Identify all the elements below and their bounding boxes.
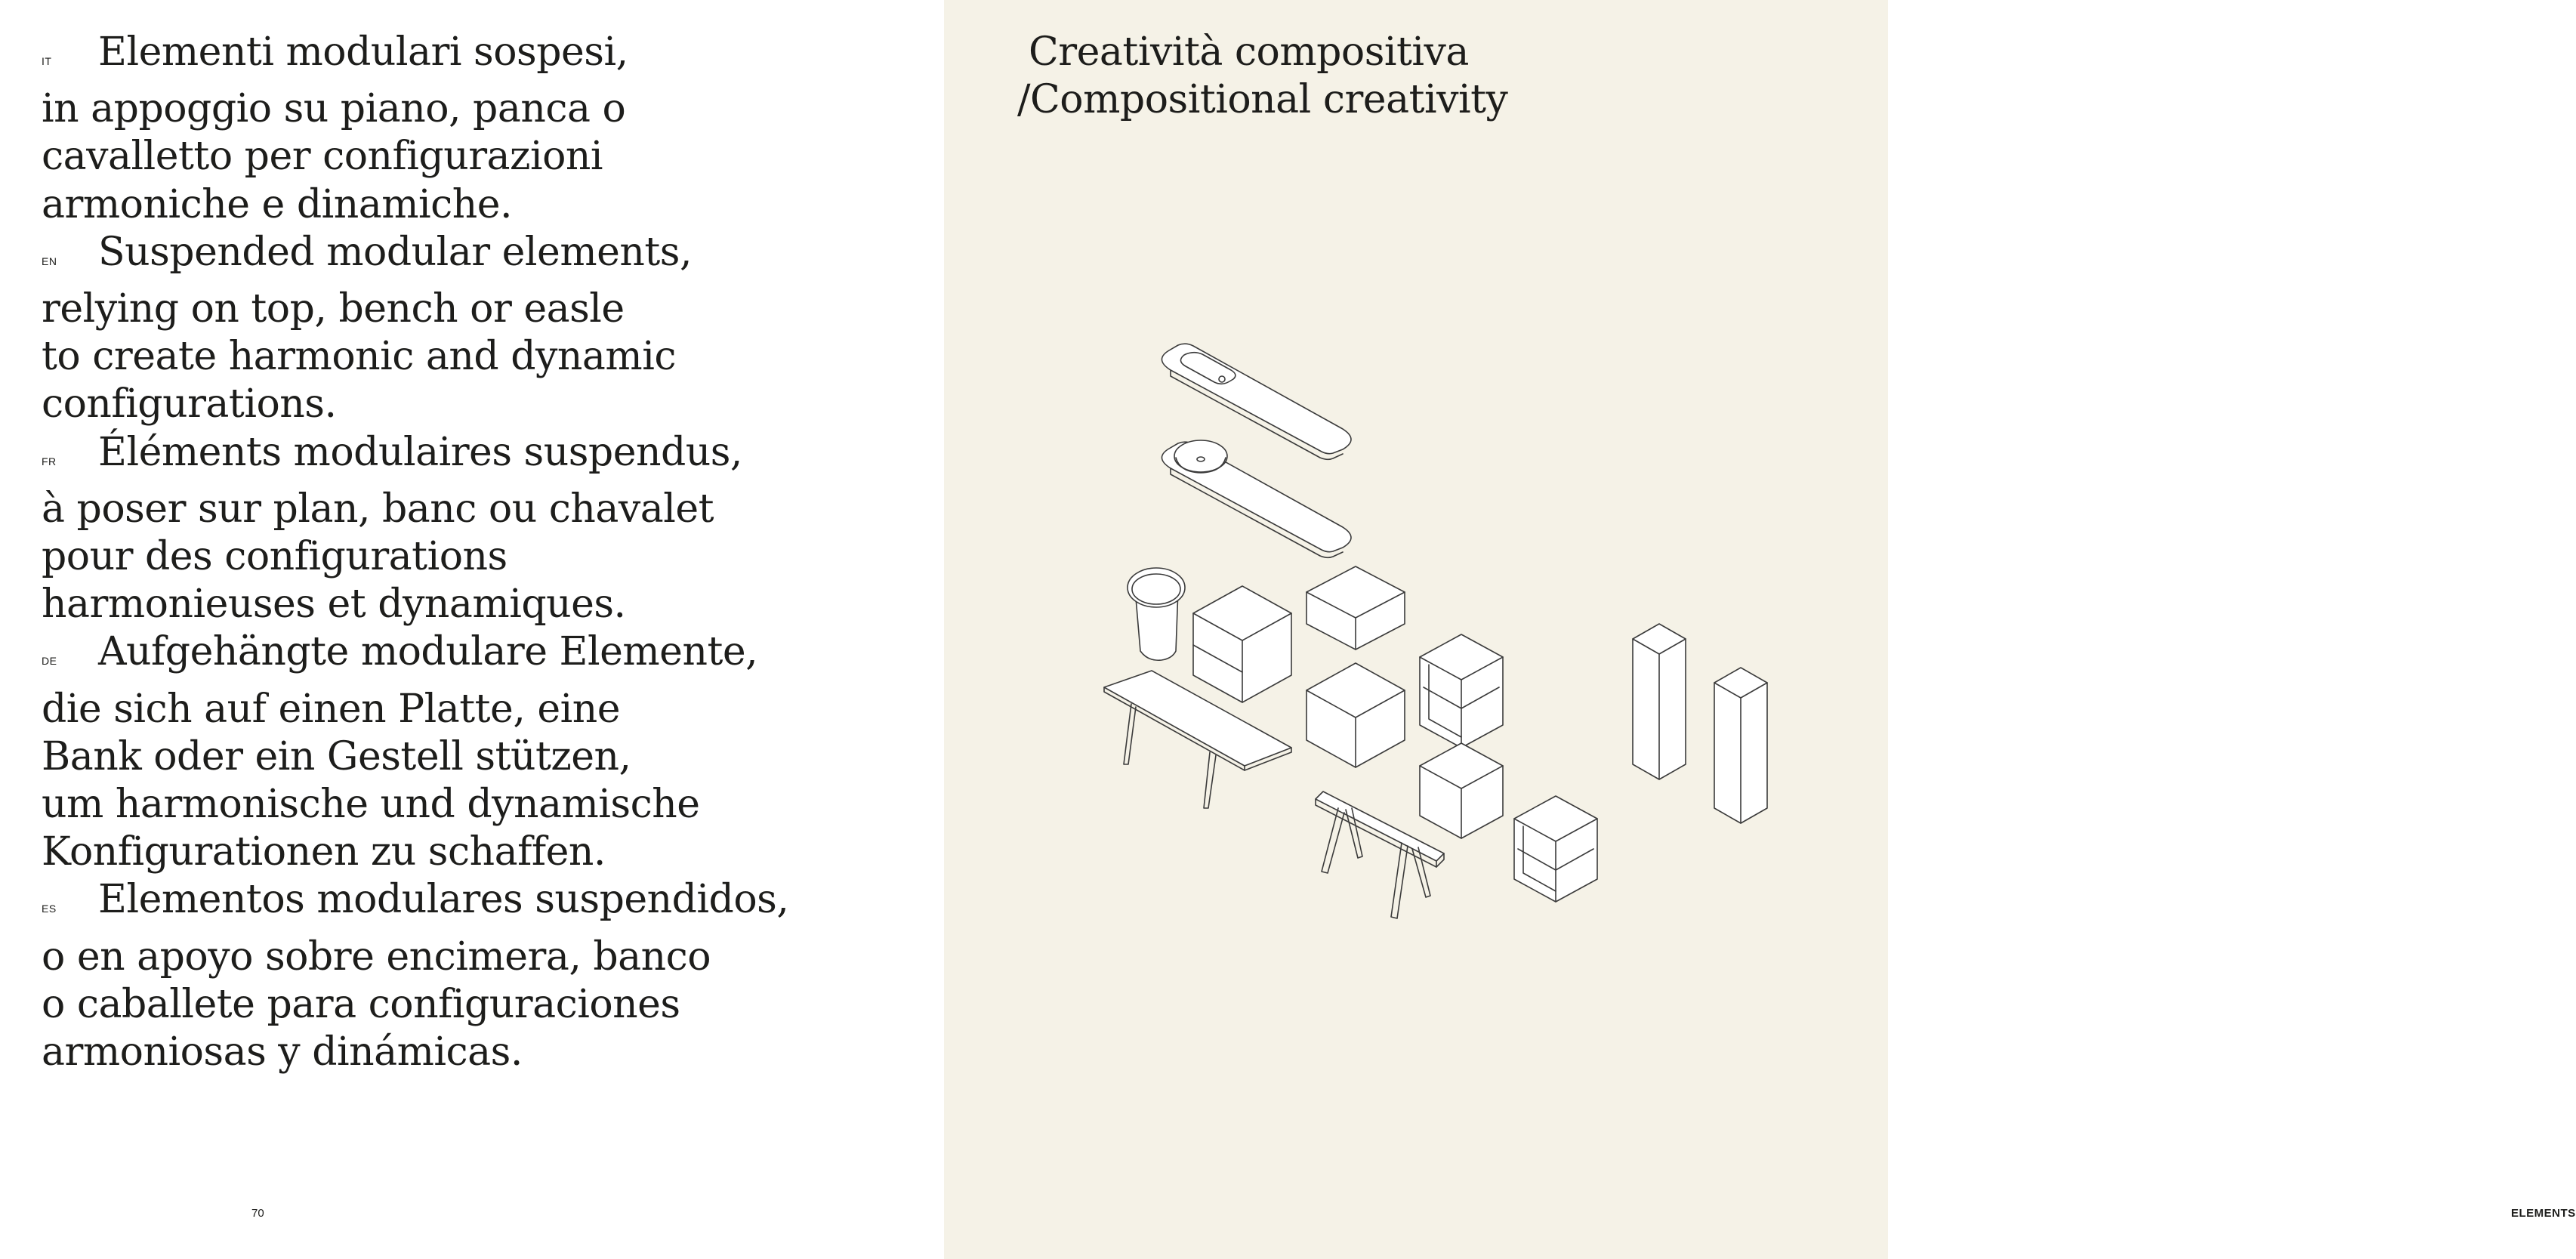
title-line-it: Creatività compositiva	[1029, 29, 1469, 75]
text-line: ES Elementos modulares suspendidos,	[42, 876, 910, 933]
language-code: EN	[42, 255, 57, 267]
text-line: IT Elementi modulari sospesi,	[42, 29, 910, 85]
paragraph-en	[42, 229, 910, 429]
multilingual-description	[42, 29, 910, 1076]
text-line: o en apoyo sobre encimera, banco	[42, 933, 711, 980]
text-line: configurations.	[42, 381, 337, 427]
paragraph-es	[42, 876, 910, 1076]
title-line-en: /Compositional creativity	[1017, 77, 1508, 123]
drawer-unit-single	[1307, 566, 1405, 650]
text-line: um harmonische und dynamische	[42, 782, 700, 828]
page-title	[1017, 29, 1848, 124]
isometric-line-drawing	[1087, 332, 1782, 937]
text-line: o caballete para configuraciones	[42, 981, 680, 1027]
cube-unit	[1420, 743, 1503, 838]
paragraph-it	[42, 29, 910, 229]
tall-column-unit	[1633, 624, 1686, 779]
container	[1128, 568, 1185, 660]
tall-column-unit-2	[1714, 668, 1767, 823]
text-line: armoniosas y dinámicas.	[42, 1029, 523, 1075]
language-code: ES	[42, 903, 57, 915]
text-line: pour des configurations	[42, 534, 507, 580]
section-label: ELEMENTS	[2511, 1207, 2576, 1220]
furniture-elements-illustration	[1087, 332, 1782, 937]
text-line: armoniche e dinamiche.	[42, 181, 513, 227]
text-line: in appoggio su piano, panca o	[42, 86, 626, 132]
text-line: harmonieuses et dynamiques.	[42, 582, 626, 628]
page-number: 70	[251, 1207, 264, 1220]
left-page	[0, 0, 944, 1259]
countertop-vessel-sink	[1162, 440, 1351, 557]
text-line: à poser sur plan, banc ou chavalet	[42, 486, 714, 532]
language-code: IT	[42, 55, 52, 67]
paragraph-fr	[42, 429, 910, 629]
text-line: DE Aufgehängte modulare Elemente,	[42, 628, 910, 685]
open-shelf-unit	[1420, 634, 1503, 748]
text-line: Konfigurationen zu schaffen.	[42, 829, 606, 875]
text-line: die sich auf einen Platte, eine	[42, 686, 621, 732]
open-shelf-unit-low	[1514, 796, 1597, 902]
text-line: Bank oder ein Gestell stützen,	[42, 733, 631, 779]
language-code: FR	[42, 455, 57, 467]
language-code: DE	[42, 655, 57, 668]
text-line: FR Éléments modulaires suspendus,	[42, 429, 910, 486]
text-line: relying on top, bench or easle	[42, 286, 625, 332]
drawer-unit-large	[1307, 663, 1405, 767]
text-line: cavalletto per configurazioni	[42, 134, 603, 180]
drawer-unit-two-drawers	[1193, 586, 1291, 702]
text-line: EN Suspended modular elements,	[42, 229, 910, 285]
text-line: to create harmonic and dynamic	[42, 334, 676, 380]
paragraph-de	[42, 628, 910, 876]
